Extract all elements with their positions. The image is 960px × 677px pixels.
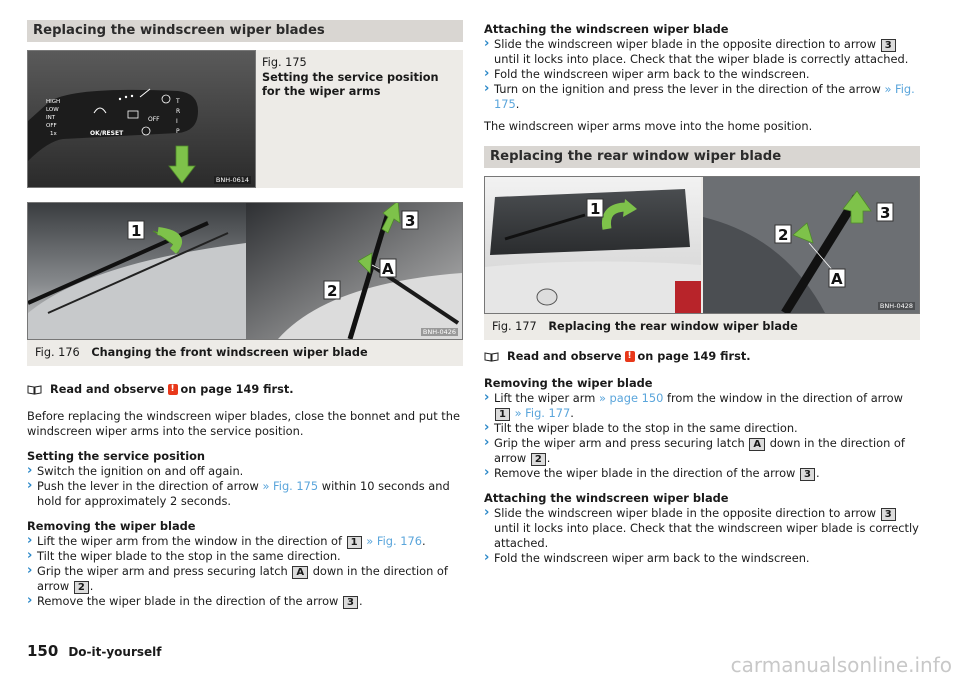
figure-175	[27, 50, 463, 188]
read-observe-text: Read and observe	[507, 350, 622, 363]
stalk-label-int: INT	[46, 115, 56, 121]
key-3: 3	[800, 468, 815, 481]
figure-175-title: Setting the service position for the wiper arms	[262, 70, 439, 98]
removing-step-2: › Tilt the wiper blade to the stop in the same direction.	[27, 549, 463, 564]
svg-text:A: A	[831, 270, 843, 288]
left-column	[27, 20, 463, 609]
read-and-observe	[27, 382, 463, 397]
intro-paragraph: Before replacing the windscreen wiper blades, close the bonnet and put the windscreen wiper arms into the service position.	[27, 409, 461, 438]
figure-177-label: Fig. 177	[492, 320, 537, 333]
figure-176-title: Changing the front windscreen wiper blade	[91, 346, 368, 359]
stalk-label-t: T	[176, 98, 180, 105]
svg-text:3: 3	[880, 204, 891, 222]
read-and-observe	[484, 349, 920, 364]
rear-removing-step-4: › Remove the wiper blade in the direction of the arrow 3 .	[484, 466, 920, 481]
rear-removing-step-3: › Grip the wiper arm and press securing latch A down in the direction of arrow 2 .	[484, 436, 920, 466]
figure-177-title: Replacing the rear window wiper blade	[548, 320, 798, 333]
key-3: 3	[881, 39, 896, 52]
figure-177	[484, 176, 920, 340]
key-1: 1	[495, 408, 510, 421]
rear-wiper-illustration	[485, 177, 919, 313]
figure-177-caption	[484, 314, 920, 340]
rear-attaching-heading: Attaching the windscreen wiper blade	[484, 491, 729, 505]
figure-177-image	[484, 176, 920, 314]
svg-text:3: 3	[405, 212, 416, 230]
rear-removing-step-2: › Tilt the wiper blade to the stop in the same direction.	[484, 421, 920, 436]
callout-1	[587, 199, 603, 218]
rear-removing-heading: Removing the wiper blade	[484, 376, 653, 390]
fig-176-link[interactable]: » Fig. 176	[366, 534, 422, 548]
section-title-front: Replacing the windscreen wiper blades	[27, 20, 463, 42]
figure-175-image	[27, 50, 256, 188]
attaching-top-step-1: › Slide the windscreen wiper blade in the opposite direction to arrow 3 until it locks into place. Check that the wiper blade is correctly attached.	[484, 37, 920, 67]
footer-section: Do-it-yourself	[68, 645, 162, 659]
figure-176	[27, 202, 463, 366]
warning-icon: !	[625, 351, 635, 362]
read-observe-page: on page 149 first.	[180, 383, 294, 396]
figure-code: BNH-0428	[879, 302, 913, 310]
figure-176-caption	[27, 340, 463, 366]
callout-2	[775, 225, 791, 244]
removing-heading: Removing the wiper blade	[27, 519, 196, 533]
callout-a	[829, 269, 845, 288]
callout-2	[324, 281, 340, 300]
read-observe-text: Read and observe	[50, 383, 165, 396]
front-wiper-illustration	[28, 203, 462, 339]
fig-175-link[interactable]: » Fig. 175	[494, 82, 915, 111]
svg-text:1: 1	[131, 222, 142, 240]
page-150-link[interactable]: » page 150	[598, 391, 664, 405]
page-number: 150	[27, 642, 59, 660]
key-3: 3	[343, 596, 358, 609]
page-footer	[27, 644, 161, 660]
key-1: 1	[347, 536, 362, 549]
removing-step-3: › Grip the wiper arm and press securing latch A down in the direction of arrow 2 .	[27, 564, 463, 594]
callout-3	[402, 211, 418, 230]
service-step-1: › Switch the ignition on and off again.	[27, 464, 463, 479]
key-2: 2	[531, 453, 546, 466]
figure-code: BNH-0426	[422, 328, 456, 336]
callout-3	[877, 203, 893, 222]
fig-177-link[interactable]: » Fig. 177	[514, 406, 571, 420]
stalk-label-off-rear: OFF	[148, 116, 160, 123]
key-3: 3	[881, 508, 896, 521]
removing-step-1: › Lift the wiper arm from the window in the direction of 1 » Fig. 176.	[27, 534, 463, 549]
right-column	[484, 22, 920, 566]
key-a: A	[749, 438, 765, 451]
read-observe-page: on page 149 first.	[637, 350, 751, 363]
service-step-2: › Push the lever in the direction of arrow » Fig. 175 within 10 seconds and hold for approximately 2 seconds.	[27, 479, 463, 509]
stalk-label-i: I	[176, 118, 178, 125]
stalk-label-off: OFF	[46, 123, 57, 129]
attaching-top-step-2: › Fold the windscreen wiper arm back to the windscreen.	[484, 67, 920, 82]
rear-attaching-step-2: › Fold the windscreen wiper arm back to the windscreen.	[484, 551, 920, 566]
home-position-text: The windscreen wiper arms move into the home position.	[484, 119, 813, 133]
stalk-label-r: R	[176, 108, 181, 115]
attaching-top-heading: Attaching the windscreen wiper blade	[484, 22, 729, 36]
svg-text:2: 2	[778, 226, 789, 244]
stalk-label-low: LOW	[46, 107, 59, 113]
stalk-label-high: HIGH	[46, 99, 61, 105]
book-icon	[484, 352, 499, 362]
warning-icon: !	[168, 384, 178, 395]
figure-code: BNH-0614	[215, 176, 249, 184]
service-heading: Setting the service position	[27, 449, 206, 463]
attaching-top-step-3: › Turn on the ignition and press the lever in the direction of the arrow » Fig. 175.	[484, 82, 920, 112]
removing-step-4: › Remove the wiper blade in the direction of the arrow 3 .	[27, 594, 463, 609]
callout-a	[380, 259, 396, 278]
svg-text:2: 2	[327, 282, 338, 300]
rear-removing-step-1: › Lift the wiper arm » page 150 from the window in the direction of arrow 1 » Fig. 177.	[484, 391, 920, 421]
figure-175-label: Fig. 175	[262, 56, 307, 69]
stalk-label-1x: 1x	[50, 131, 57, 137]
callout-1	[128, 221, 144, 240]
watermark: carmanualsonline.info	[730, 653, 952, 677]
figure-175-caption	[256, 50, 463, 188]
fig-175-link[interactable]: » Fig. 175	[262, 479, 319, 493]
section-title-rear: Replacing the rear window wiper blade	[484, 146, 920, 168]
svg-text:1: 1	[590, 200, 601, 218]
stalk-label-p: P	[176, 128, 180, 135]
stalk-label-ok-reset: OK/RESET	[90, 130, 124, 137]
book-icon	[27, 385, 42, 395]
wiper-stalk-illustration	[28, 51, 256, 188]
key-a: A	[292, 566, 308, 579]
figure-176-image	[27, 202, 463, 340]
figure-176-label: Fig. 176	[35, 346, 80, 359]
key-2: 2	[74, 581, 89, 594]
rear-attaching-step-1: › Slide the windscreen wiper blade in the opposite direction to arrow 3 until it locks into place. Check that the windscreen wiper blade is correctly attached.	[484, 506, 920, 551]
svg-text:A: A	[382, 260, 394, 278]
